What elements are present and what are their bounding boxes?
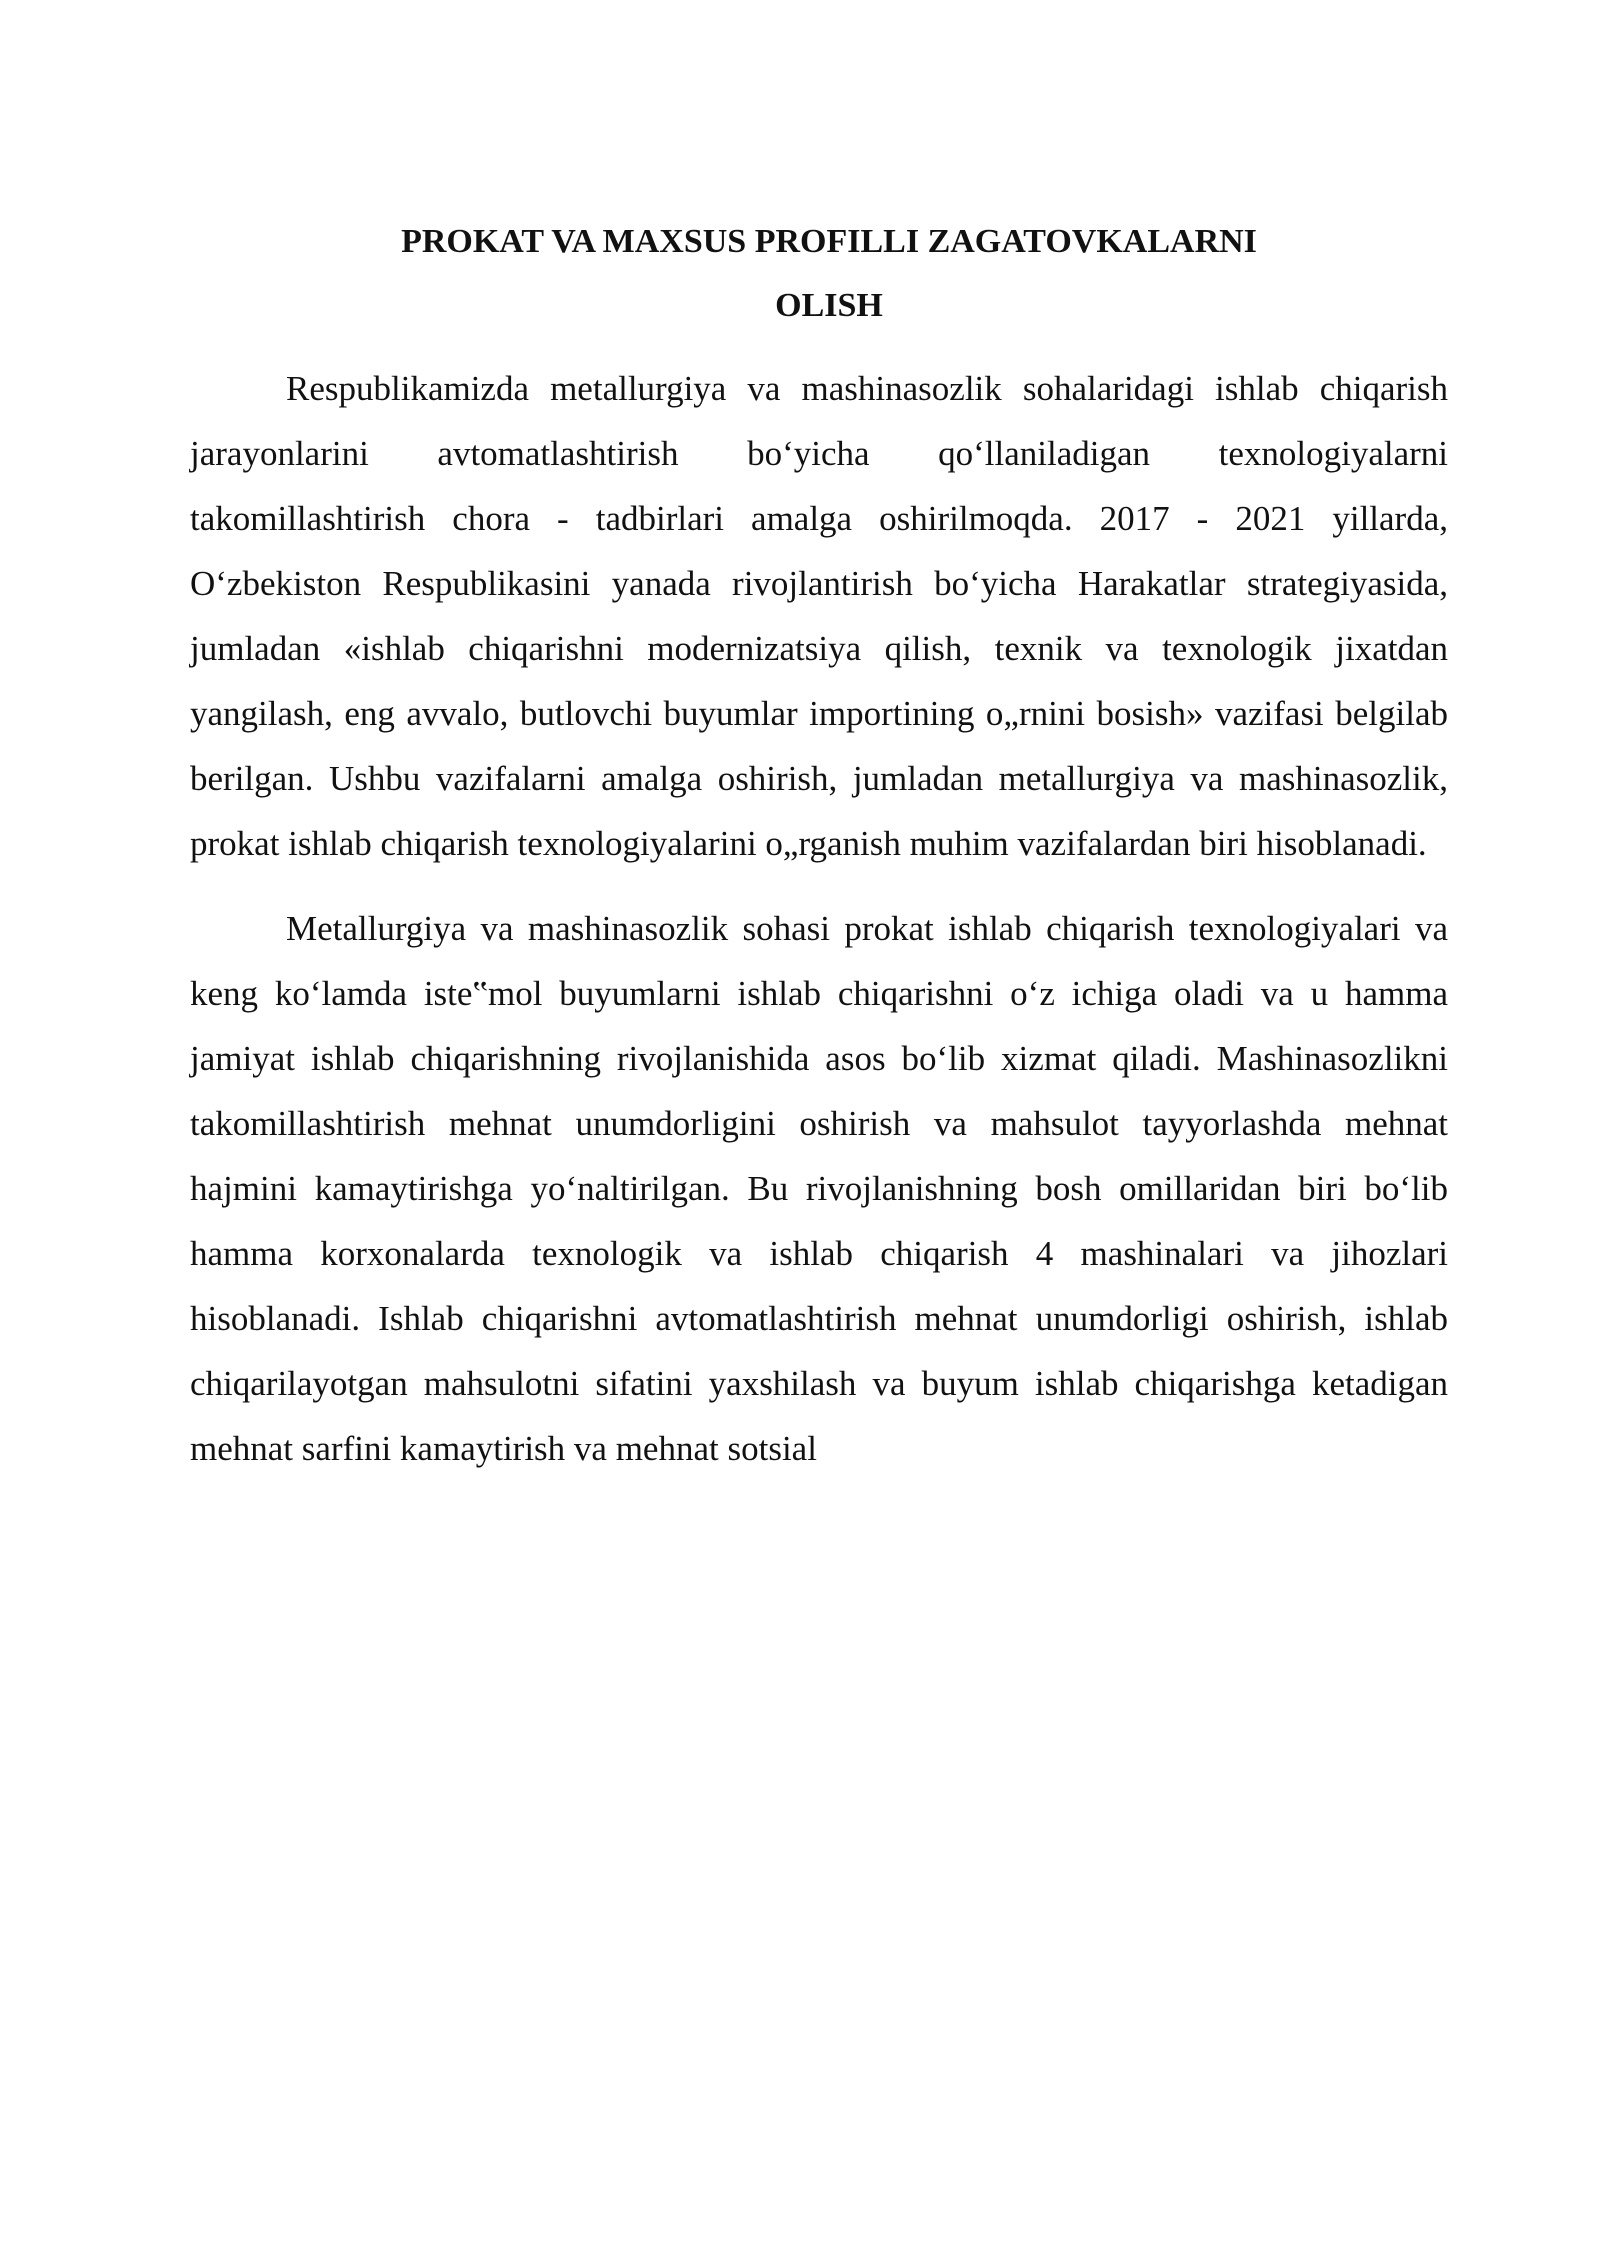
- document-content: [190, 210, 1448, 1481]
- paragraph-1: Respublikamizda metallurgiya va mashinasozlik sohalaridagi ishlab chiqarish jarayonlarini avtomatlashtirish bo‘yicha qo‘llaniladigan texnologiyalarni takomillashtirish chora - tadbirlari amalga oshirilmoqda. 2017 - 2021 yillarda, O‘zbekiston Respublikasini yanada rivojlantirish bo‘yicha Harakatlar strategiyasida, jumladan «ishlab chiqarishni modernizatsiya qilish, texnik va texnologik jixatdan yangilash, eng avvalo, butlovchi buyumlar importining o„rnini bosish» vazifasi belgilab berilgan. Ushbu vazifalarni amalga oshirish, jumladan metallurgiya va mashinasozlik, prokat ishlab chiqarish texnologiyalarini o„rganish muhim vazifalardan biri hisoblanadi.: [190, 369, 1448, 863]
- document-title: [190, 210, 1448, 338]
- title-line-2: OLISH: [775, 287, 883, 324]
- title-line-1: PROKAT VA MAXSUS PROFILLI ZAGATOVKALARNI: [401, 223, 1257, 260]
- paragraph-2: Metallurgiya va mashinasozlik sohasi prokat ishlab chiqarish texnologiyalari va keng ko‘lamda iste‟mol buyumlarni ishlab chiqarishni o‘z ichiga oladi va u hamma jamiyat ishlab chiqarishning rivojlanishida asos bo‘lib xizmat qiladi. Mashinasozlikni takomillashtirish mehnat unumdorligini oshirish va mahsulot tayyorlashda mehnat hajmini kamaytirishga yo‘naltirilgan. Bu rivojlanishning bosh omillaridan biri bo‘lib hamma korxonalarda texnologik va ishlab chiqarish 4 mashinalari va jihozlari hisoblanadi. Ishlab chiqarishni avtomatlashtirish mehnat unumdorligi oshirish, ishlab chiqarilayotgan mahsulotni sifatini yaxshilash va buyum ishlab chiqarishga ketadigan mehnat sarfini kamaytirish va mehnat sotsial: [190, 909, 1448, 1468]
